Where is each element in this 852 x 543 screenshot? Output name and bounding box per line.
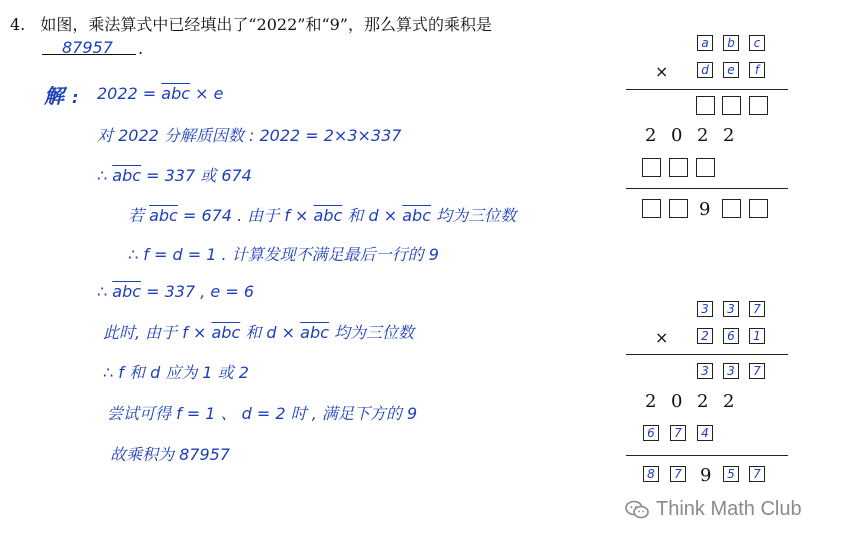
digit-box: 7 (749, 363, 765, 379)
solution-line-1: $2022 = \overline{abc} \times e$ (97, 84, 224, 103)
watermark-text: Think Math Club (656, 498, 802, 520)
overline-abc: $\overline{abc}$ (211, 323, 241, 342)
digit-box: 3 (697, 363, 713, 379)
digit-box-d: d (697, 62, 713, 78)
watermark (624, 498, 802, 521)
overline-abc: $\overline{abc}$ (112, 166, 142, 185)
rule-line (626, 455, 788, 456)
digit-box-b: b (723, 35, 739, 51)
solution-line-6: ∴ $\overline{abc} = 337$ , e = 6 (97, 282, 255, 301)
problem-text: 如图，乘法算式中已经填出了“2022”和“9”，那么算式的乘积是 (40, 15, 492, 34)
overline-abc: $\overline{abc}$ (402, 206, 431, 225)
solution-line-2: 对 2022 分解质因数 : 2022 = 2×3×337 (97, 126, 402, 145)
digit-box-a: a (697, 35, 713, 51)
solution-line-10: 故乘积为 87957 (110, 445, 230, 464)
digit: 0 (671, 125, 683, 146)
digit-box: 2 (697, 328, 713, 344)
overline-abc: $\overline{abc}$ (149, 206, 178, 225)
empty-box (722, 199, 741, 218)
digit-box: 6 (643, 425, 659, 441)
digit-box: 4 (697, 425, 713, 441)
digit-box: 7 (670, 466, 686, 482)
digit-box: 7 (670, 425, 686, 441)
empty-box (642, 199, 661, 218)
digit-box: 3 (697, 301, 713, 317)
digit: 0 (671, 391, 683, 412)
times-sign: × (655, 62, 669, 81)
digit-box-f: f (749, 62, 765, 78)
wechat-icon (624, 500, 650, 520)
problem-statement (10, 12, 492, 35)
digit-box: 3 (723, 363, 739, 379)
digit: 9 (700, 465, 712, 486)
digit-box-c: c (749, 35, 765, 51)
digit: 2 (723, 391, 735, 412)
overline-abc: $\overline{abc}$ (112, 282, 142, 301)
empty-box (696, 96, 715, 115)
empty-box (669, 158, 688, 177)
overline-abc: $\overline{abc}$ (161, 84, 191, 103)
rule-line (626, 354, 788, 355)
digit-box-e: e (723, 62, 739, 78)
overline-abc: $\overline{abc}$ (300, 323, 329, 342)
digit-box: 1 (749, 328, 765, 344)
solution-line-8: ∴ f 和 d 应为 1 或 2 (103, 363, 249, 382)
overline-abc: $\overline{abc}$ (313, 206, 343, 225)
rule-line (626, 89, 788, 90)
digit: 2 (645, 125, 657, 146)
digit-box: 6 (723, 328, 739, 344)
empty-box (722, 96, 741, 115)
digit-box: 3 (723, 301, 739, 317)
digit: 9 (699, 199, 711, 220)
jie-char: 解 (44, 84, 64, 108)
empty-box (696, 158, 715, 177)
empty-box (642, 158, 661, 177)
digit-box: 5 (723, 466, 739, 482)
rule-line (626, 188, 788, 189)
solution-line-9: 尝试可得 f = 1 、 d = 2 时 , 满足下方的 9 (107, 404, 418, 423)
solution-line-3: ∴ $\overline{abc} = 337$ 或 674 (97, 166, 252, 185)
times-sign: × (655, 328, 669, 347)
jie-colon: : (72, 88, 79, 107)
empty-box (749, 199, 768, 218)
answer-period: . (138, 39, 144, 58)
digit: 2 (723, 125, 735, 146)
answer-value: 87957 (62, 38, 113, 57)
digit: 2 (697, 125, 709, 146)
empty-box (669, 199, 688, 218)
digit-box: 7 (749, 466, 765, 482)
solution-line-5: ∴ f = d = 1 . 计算发现不满足最后一行的 9 (128, 245, 439, 264)
digit-box: 7 (749, 301, 765, 317)
problem-number: 4. (10, 15, 26, 34)
solution-label (44, 80, 78, 109)
solution-line-7: 此时, 由于 $f \times \overline{abc}$ 和 $d \times \overline{abc}$ 均为三位数 (103, 323, 415, 342)
digit: 2 (645, 391, 657, 412)
solution-line-4: 若 $\overline{abc} = 674$ . 由于 $f \times \overline{abc}$ 和 $d \times \overline{abc}$ 均为三位数 (128, 206, 517, 225)
empty-box (749, 96, 768, 115)
digit: 2 (697, 391, 709, 412)
digit-box: 8 (643, 466, 659, 482)
